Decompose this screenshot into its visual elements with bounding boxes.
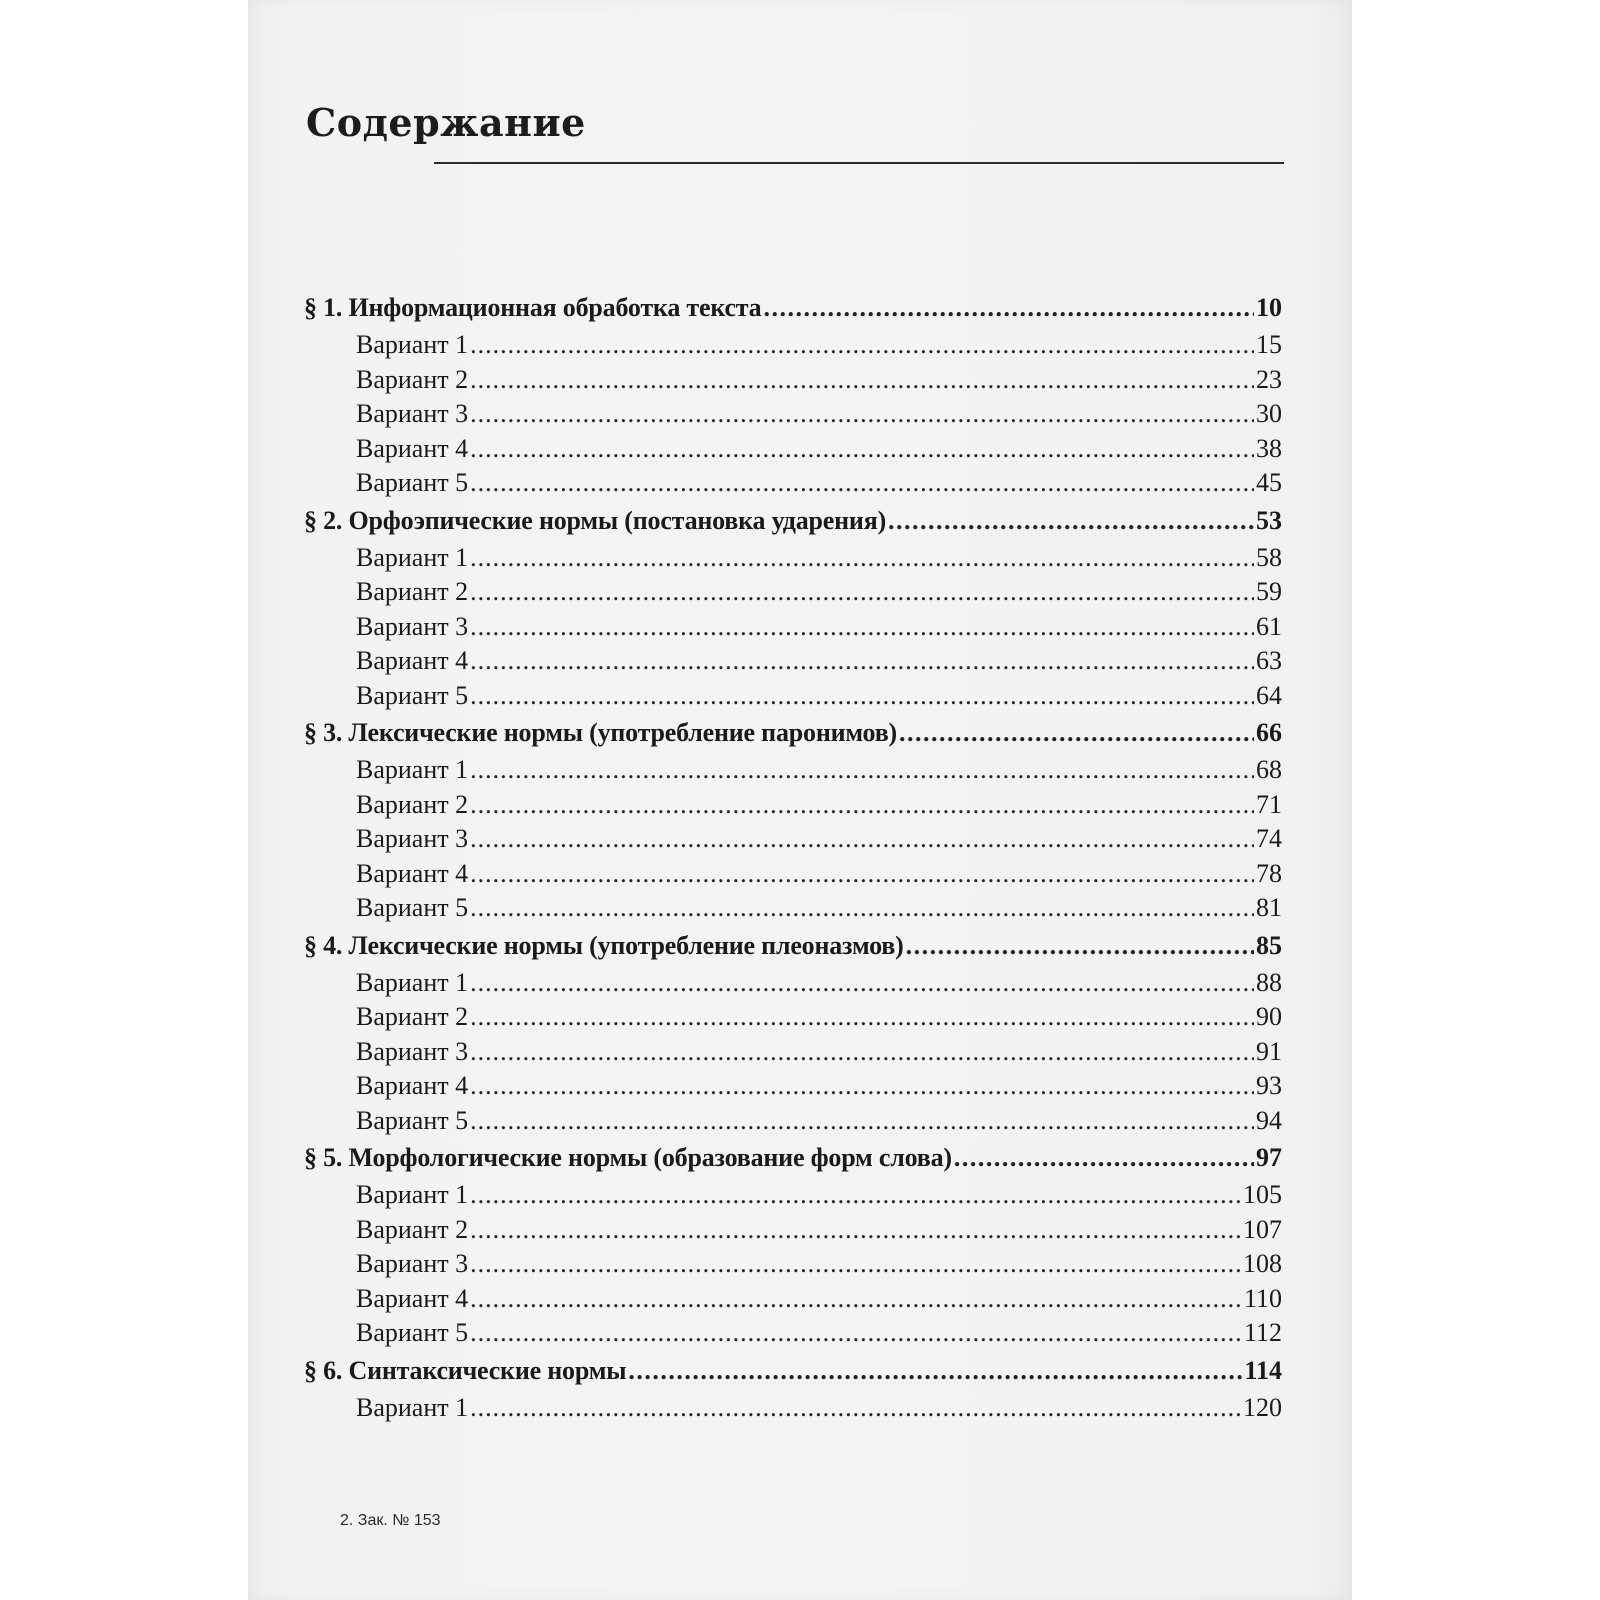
toc-leader-dots — [470, 891, 1254, 926]
toc-variant-row — [304, 891, 1282, 926]
toc-leader-dots — [470, 679, 1254, 714]
toc-variant-row — [304, 610, 1282, 645]
toc-variant-row — [304, 432, 1282, 467]
toc-leader-dots — [470, 575, 1254, 610]
toc-leader-dots — [470, 1213, 1241, 1248]
toc-variant-title: Вариант 1 — [356, 1392, 469, 1422]
toc-variant-row — [304, 1000, 1282, 1035]
toc-section-row — [304, 713, 1282, 753]
toc-variant-title: Вариант 1 — [356, 967, 469, 997]
toc-variant-title: Вариант 2 — [356, 789, 469, 819]
toc-variant-row — [304, 1282, 1282, 1317]
toc-leader-dots — [470, 541, 1254, 576]
toc-section-title: § 4. Лексические нормы (употребление плеоназмов) — [304, 930, 904, 960]
toc-page-number: 53 — [1256, 505, 1282, 535]
toc-section-title: § 6. Синтаксические нормы — [304, 1355, 627, 1385]
toc-leader-dots — [470, 1282, 1242, 1317]
toc-page-number: 10 — [1256, 293, 1282, 322]
toc-leader-dots — [470, 1391, 1241, 1426]
toc-variant-title: Вариант 1 — [356, 330, 469, 359]
toc-page-number: 85 — [1256, 930, 1282, 960]
toc-variant-row — [304, 1316, 1282, 1351]
toc-leader-dots — [470, 610, 1254, 645]
table-of-contents — [304, 288, 1282, 1425]
toc-variant-row — [304, 822, 1282, 857]
toc-leader-dots — [470, 363, 1254, 398]
toc-variant-title: Вариант 2 — [356, 364, 469, 394]
toc-leader-dots — [470, 788, 1254, 823]
toc-page-number: 68 — [1256, 755, 1282, 784]
toc-variant-title: Вариант 3 — [356, 1036, 469, 1066]
toc-page-number: 61 — [1256, 611, 1282, 641]
toc-variant-row — [304, 644, 1282, 679]
toc-variant-row — [304, 575, 1282, 610]
toc-page-number: 30 — [1256, 399, 1282, 428]
toc-variant-row — [304, 328, 1282, 363]
toc-leader-dots — [470, 753, 1254, 788]
toc-page-number: 108 — [1243, 1249, 1282, 1278]
toc-leader-dots — [470, 1035, 1254, 1070]
toc-variant-row — [304, 857, 1282, 892]
toc-leader-dots — [906, 926, 1254, 966]
toc-page-number: 88 — [1256, 967, 1282, 997]
toc-variant-title: Вариант 5 — [356, 1318, 469, 1347]
toc-leader-dots — [470, 1069, 1254, 1104]
toc-leader-dots — [470, 432, 1254, 467]
toc-variant-title: Вариант 2 — [356, 1214, 469, 1244]
toc-page-number: 45 — [1256, 468, 1282, 497]
toc-variant-title: Вариант 4 — [356, 858, 469, 888]
toc-section-row — [304, 501, 1282, 541]
title-underline — [434, 162, 1284, 164]
toc-variant-title: Вариант 5 — [356, 468, 469, 497]
toc-page-number: 38 — [1256, 433, 1282, 463]
toc-variant-title: Вариант 3 — [356, 824, 469, 853]
toc-leader-dots — [470, 857, 1254, 892]
toc-variant-title: Вариант 4 — [356, 433, 469, 463]
toc-page-number: 114 — [1244, 1355, 1282, 1385]
toc-variant-title: Вариант 1 — [356, 1180, 469, 1209]
toc-page-number: 110 — [1243, 1283, 1282, 1313]
toc-variant-title: Вариант 3 — [356, 399, 469, 428]
toc-variant-row — [304, 1178, 1282, 1213]
toc-variant-row — [304, 1213, 1282, 1248]
printer-signature: 2. Зак. № 153 — [340, 1512, 441, 1529]
toc-page-number: 81 — [1256, 893, 1282, 922]
toc-page-number: 94 — [1256, 1105, 1282, 1135]
toc-leader-dots — [628, 1351, 1242, 1391]
toc-section-row — [304, 926, 1282, 966]
toc-page-number: 107 — [1243, 1214, 1282, 1244]
toc-page-number: 78 — [1256, 858, 1282, 888]
toc-variant-row — [304, 788, 1282, 823]
toc-page-number: 112 — [1243, 1318, 1282, 1347]
toc-variant-title: Вариант 5 — [356, 893, 469, 922]
toc-variant-title: Вариант 5 — [356, 680, 469, 710]
toc-section-row — [304, 1138, 1282, 1178]
toc-variant-row — [304, 1247, 1282, 1282]
toc-leader-dots — [764, 288, 1255, 328]
toc-leader-dots — [470, 822, 1254, 857]
toc-page-number: 93 — [1256, 1071, 1282, 1100]
toc-leader-dots — [470, 466, 1254, 501]
toc-leader-dots — [470, 328, 1254, 363]
toc-section-title: § 3. Лексические нормы (употребление паронимов) — [304, 718, 897, 747]
toc-variant-title: Вариант 2 — [356, 1002, 469, 1031]
toc-page-number: 15 — [1256, 330, 1282, 359]
toc-section-title: § 1. Информационная обработка текста — [304, 293, 762, 322]
toc-variant-title: Вариант 1 — [356, 542, 469, 572]
toc-variant-row — [304, 966, 1282, 1001]
toc-variant-title: Вариант 4 — [356, 1283, 469, 1313]
toc-page-number: 64 — [1256, 680, 1282, 710]
toc-variant-title: Вариант 1 — [356, 755, 469, 784]
toc-page-number: 74 — [1256, 824, 1282, 853]
toc-leader-dots — [470, 1104, 1254, 1139]
toc-page-number: 97 — [1256, 1143, 1282, 1172]
toc-variant-row — [304, 541, 1282, 576]
toc-variant-row — [304, 363, 1282, 398]
toc-variant-title: Вариант 2 — [356, 577, 469, 606]
toc-leader-dots — [470, 1000, 1254, 1035]
toc-variant-row — [304, 466, 1282, 501]
toc-section-row — [304, 288, 1282, 328]
toc-leader-dots — [954, 1138, 1254, 1178]
toc-section-row — [304, 1351, 1282, 1391]
toc-leader-dots — [470, 1247, 1241, 1282]
toc-page-number: 63 — [1256, 646, 1282, 675]
toc-leader-dots — [888, 501, 1254, 541]
toc-variant-row — [304, 1391, 1282, 1426]
toc-variant-row — [304, 1035, 1282, 1070]
toc-variant-title: Вариант 3 — [356, 1249, 469, 1278]
toc-variant-title: Вариант 3 — [356, 611, 469, 641]
toc-leader-dots — [470, 966, 1254, 1001]
toc-page-number: 23 — [1256, 364, 1282, 394]
toc-variant-title: Вариант 5 — [356, 1105, 469, 1135]
toc-leader-dots — [899, 713, 1254, 753]
toc-page-number: 71 — [1256, 789, 1282, 819]
toc-variant-row — [304, 397, 1282, 432]
toc-leader-dots — [470, 1316, 1242, 1351]
toc-page-number: 120 — [1243, 1392, 1282, 1422]
toc-leader-dots — [470, 644, 1254, 679]
toc-leader-dots — [470, 1178, 1241, 1213]
toc-variant-row — [304, 679, 1282, 714]
page-title: Содержание — [306, 100, 586, 145]
toc-variant-row — [304, 1104, 1282, 1139]
toc-variant-title: Вариант 4 — [356, 1071, 469, 1100]
toc-leader-dots — [470, 397, 1254, 432]
toc-variant-title: Вариант 4 — [356, 646, 469, 675]
toc-page-number: 91 — [1256, 1036, 1282, 1066]
toc-page-number: 105 — [1243, 1180, 1282, 1209]
toc-variant-row — [304, 1069, 1282, 1104]
toc-page-number: 59 — [1256, 577, 1282, 606]
toc-page-number: 58 — [1256, 542, 1282, 572]
toc-section-title: § 5. Морфологические нормы (образование форм слова) — [304, 1143, 952, 1172]
toc-page-number: 66 — [1256, 718, 1282, 747]
toc-page-number: 90 — [1256, 1002, 1282, 1031]
toc-variant-row — [304, 753, 1282, 788]
toc-section-title: § 2. Орфоэпические нормы (постановка ударения) — [304, 505, 887, 535]
